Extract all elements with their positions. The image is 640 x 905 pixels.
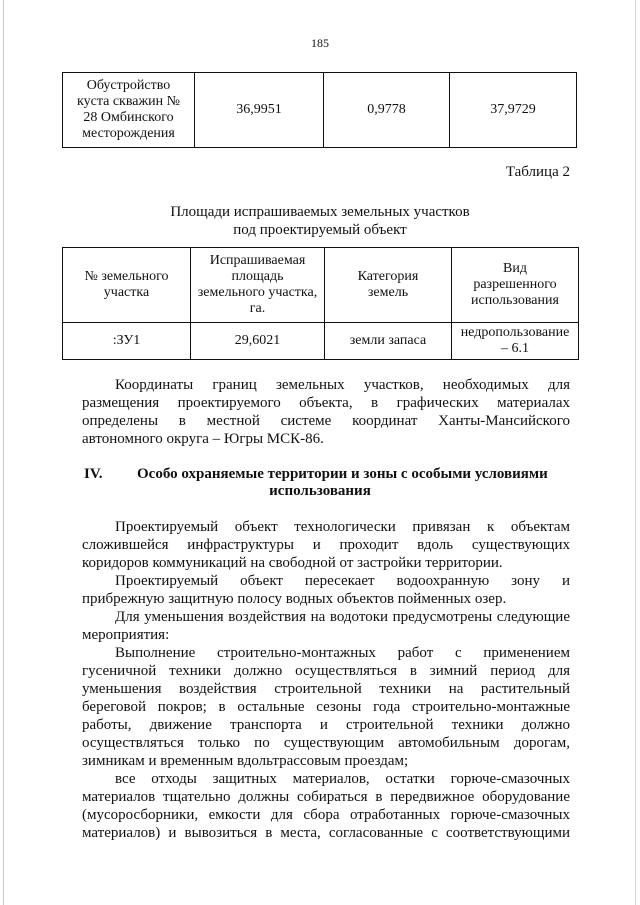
header-cell-parcel-number: № земельного участка — [63, 248, 191, 323]
header-cell-usage: Вид разрешенного использования — [452, 248, 579, 323]
section-title-line-1: Особо охраняемые территории и зоны с особыми условиями — [137, 466, 548, 482]
table-2-caption: Таблица 2 — [505, 164, 570, 180]
table-cell-usage: недропользование – 6.1 — [452, 323, 579, 360]
table-header-row — [63, 248, 579, 323]
scan-edge-right — [635, 0, 636, 905]
header-cell-category: Категория земель — [325, 248, 452, 323]
table-2-title-line-1: Площади испрашиваемых земельных участков — [170, 204, 470, 220]
table-2 — [62, 247, 579, 360]
page-number: 185 — [311, 36, 329, 50]
table-cell-area: 29,6021 — [191, 323, 325, 360]
section-title-line-2: использования — [269, 483, 371, 499]
table-cell-value: 37,9729 — [450, 73, 577, 148]
table-row — [63, 73, 577, 148]
scan-edge-left — [3, 0, 4, 905]
table-cell-value: 36,9951 — [195, 73, 324, 148]
table-2-title-line-2: под проектируемый объект — [233, 222, 407, 238]
table-1 — [62, 72, 577, 148]
section-number: IV. — [84, 466, 103, 482]
table-cell-parcel-id: :ЗУ1 — [63, 323, 191, 360]
document-page: 185 Обустройство куста скважин № 28 Омбинского месторождения 36,9951 0,9778 37,9729 Таблица 2 Площади испрашиваемых земельных участков под проектируемый объект № земельного участка Испрашиваемая площадь земельного участка, га. Категория земель Вид разрешенного использования :ЗУ1 29,6021 земли запаса недропользование – 6.1 Координаты границ земельных участков, необходимых для размещения проектируемого объекта, в графических материалах определены в местной системе координат Ханты-Мансийского автономного округа – Югры МСК-86. IV. Особо охраняемые территории и зоны с особыми условиями использования Проектируемый объект технологически привязан к объектам сложившейся инфраструктуры и проходит вдоль существующих коридоров коммуникаций на свободной от застройки территории. Проектируемый объект пересекает водоохранную зону и прибрежную защитную полосу водных объектов пойменных озер. Для уменьшения воздействия на водотоки предусмотрены следующие мероприятия: Выполнение строительно-монтажных работ с применением гусеничной техники должно осуществляться в зимний период для уменьшения воздействия строительной техники на растительный береговой покров; в остальные сезоны года строительно-монтажные работы, движение транспорта и строительной техники должно осуществляться только по существующим автомобильным дорогам, зимникам и временным вдольтрассовым проездам; все отходы защитных материалов, остатки горюче-смазочных материалов тщательно должны собираться в передвижное оборудование (мусоросборники, емкости для сбора отработанных горюче-смазочных материалов) и вывозиться в места, согласованные с соответствующими — [0, 0, 640, 905]
table-cell-object-name: Обустройство куста скважин № 28 Омбинского месторождения — [63, 73, 195, 148]
header-cell-area: Испрашиваемая площадь земельного участка, га. — [191, 248, 325, 323]
table-cell-value: 0,9778 — [324, 73, 450, 148]
table-cell-category: земли запаса — [325, 323, 452, 360]
table-row — [63, 323, 579, 360]
